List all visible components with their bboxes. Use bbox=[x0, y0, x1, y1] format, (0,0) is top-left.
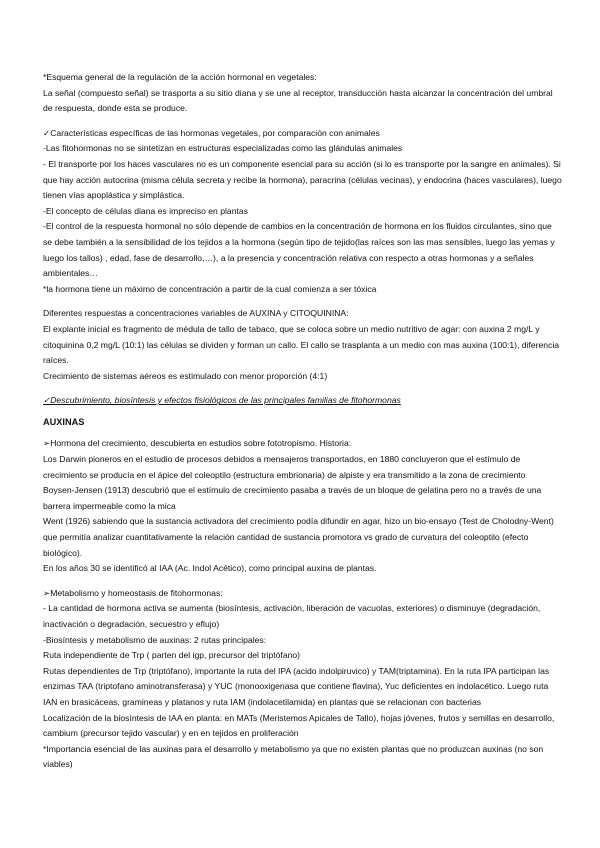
paragraph-no-glands: -Las fitohormonas no se sintetizan en estructuras especializadas como las glándulas animales bbox=[43, 143, 403, 154]
section-heading-discovery: ✓Descubrimiento, biosíntesis y efectos fisiológicos de las principales familias de fitohormonas bbox=[43, 395, 401, 406]
paragraph-growth-hormone: ➢Hormona del crecimiento, descubierta en estudios sobre fototropismo. Historia: bbox=[43, 438, 352, 449]
section-heading-auxinas: AUXINAS bbox=[43, 416, 85, 427]
paragraph-transport: - El transporte por los haces vasculares no es un componente esencial para su acción (si lo es transporte por la sangre en animales). Si que hay acción autocrina (misma célula secreta y recibe la hormona), paracrina (células vecinas), y endocrina (haces vasculares), luego tienen vías apoplástica y simplástica. bbox=[43, 158, 562, 201]
paragraph-went: Went (1926) sabiendo que la sustancia activadora del crecimiento podía difundir en agar, hizo un bio-ensayo (Test de Cholodny-Went) que permitía analizar cuantitativamente la relación cantidad de sustancia promotora vs grado de curvatura del coleoptilo (efecto biológico). bbox=[43, 516, 554, 558]
paragraph-auxin-importance: *Importancia esencial de las auxinas para el desarrollo y metabolismo ya que no existen plantas que no produzcan auxinas (no son viables) bbox=[43, 743, 544, 770]
paragraph-toxicity-note: *la hormona tiene un máximo de concentración a partir de la cual comienza a ser tóxica bbox=[43, 283, 377, 294]
paragraph-hormonal-scheme-title: *Esquema general de la regulación de la acción hormonal en vegetales: bbox=[43, 72, 317, 82]
spacer bbox=[43, 297, 563, 306]
paragraph-trp-independent: Ruta independiente de Trp ( parten del igp, precursor del triptófano) bbox=[43, 650, 301, 661]
paragraph-response-control: -El control de la respuesta hormonal no sólo depende de cambios en la concentración de hormona en los fluidos circulantes, sino que se debe también a la sensibilidad de los tejidos a la hormona (según tipo de tejido(las raíces son las mas sensibles, luego las yemas y luego los tallos) , edad, fase de desarrollo,…), a la presencia y concentración relativa con respecto a otras hormonas y a señales ambientales… bbox=[43, 221, 555, 279]
paragraph-characteristics-heading: ✓Características específicas de las hormonas vegetales, por comparación con animales bbox=[43, 127, 380, 138]
paragraph-iaa-identification: En los años 30 se identificó al IAA (Ac. Indol Acético), como principal auxina de plantas. bbox=[43, 563, 377, 574]
paragraph-trp-dependent: Rutas dependientes de Trp (triptófano), importante la ruta del IPA (acido indolpiruvico) y TAM(triptamina). En la ruta IPA participan las enzimas TAA (triptofano aminotransferasa) y YUC (monooxigenasa que contiene flavina), Yuc deficientes en indolacético. Luego ruta IAN en brasicáceas, gramineas y platanos y ruta IAM (indolacetilamida) en plantas que se relacionan con bacterias bbox=[43, 665, 550, 707]
paragraph-aerial-growth: Crecimiento de sistemas aéreos es estimulado con menor proporción (4:1) bbox=[43, 370, 328, 381]
paragraph-biosynthesis-routes: -Biosíntesis y metabolismo de auxinas: 2 rutas principales: bbox=[43, 634, 267, 645]
paragraph-boysen-jensen: Boysen-Jensen (1913) descubrió que el estímulo de crecimiento pasaba a través de un bloque de gelatina pero no a través de una barrera impermeable como la mica bbox=[43, 485, 542, 511]
paragraph-metabolism-heading: ➢Metabolismo y homeostasis de fitohormonas: bbox=[43, 587, 223, 598]
spacer bbox=[43, 384, 563, 393]
paragraph-explant: El explante inicial es fragmento de médula de tallo de tabaco, que se coloca sobre un medio nutritivo de agar: con auxina 2 mg/L y citoquinina 0,2 mg/L (10:1) las células se dividen y forman un callo. El callo se trasplanta a un medio con mas auxina (100:1), diferencia raíces. bbox=[43, 323, 560, 366]
paragraph-target-cells: -El concepto de células diana es impreciso en plantas bbox=[43, 205, 248, 216]
paragraph-signal-description: La señal (compuesto señal) se trasporta a su sitio diana y se une al receptor, transducción hasta alcanzar la concentración del umbral de respuesta, donde esta se produce. bbox=[43, 87, 553, 114]
spacer bbox=[43, 117, 563, 126]
paragraph-darwin: Los Darwin pioneros en el estudio de procesos debidos a mensajeros transportados, en 1880 concluyeron que el estímulo de crecimiento se producía en el ápice del coleoptilo (estructura embrionaria) de alpiste y era transmitido a la zona de crecimiento bbox=[43, 454, 526, 480]
document-page bbox=[43, 70, 563, 773]
spacer bbox=[43, 577, 563, 586]
paragraph-auxin-cytokinin-heading: Diferentes respuestas a concentraciones variables de AUXINA y CITOQUININA: bbox=[43, 308, 349, 319]
paragraph-active-hormone-amount: - La cantidad de hormona activa se aumenta (biosíntesis, activación, liberación de vacuolas, exteriores) o disminuye (degradación, inactivación o degradación, secuestro y eflujo) bbox=[43, 603, 541, 629]
paragraph-iaa-localization: Localización de la biosíntesis de IAA en planta: en MATs (Meristemos Apicales de Tallo), hojas jóvenes, frutos y semillas en desarrollo, cambium (precursor tejido vascular) y en en tejidos en proliferación bbox=[43, 712, 555, 739]
